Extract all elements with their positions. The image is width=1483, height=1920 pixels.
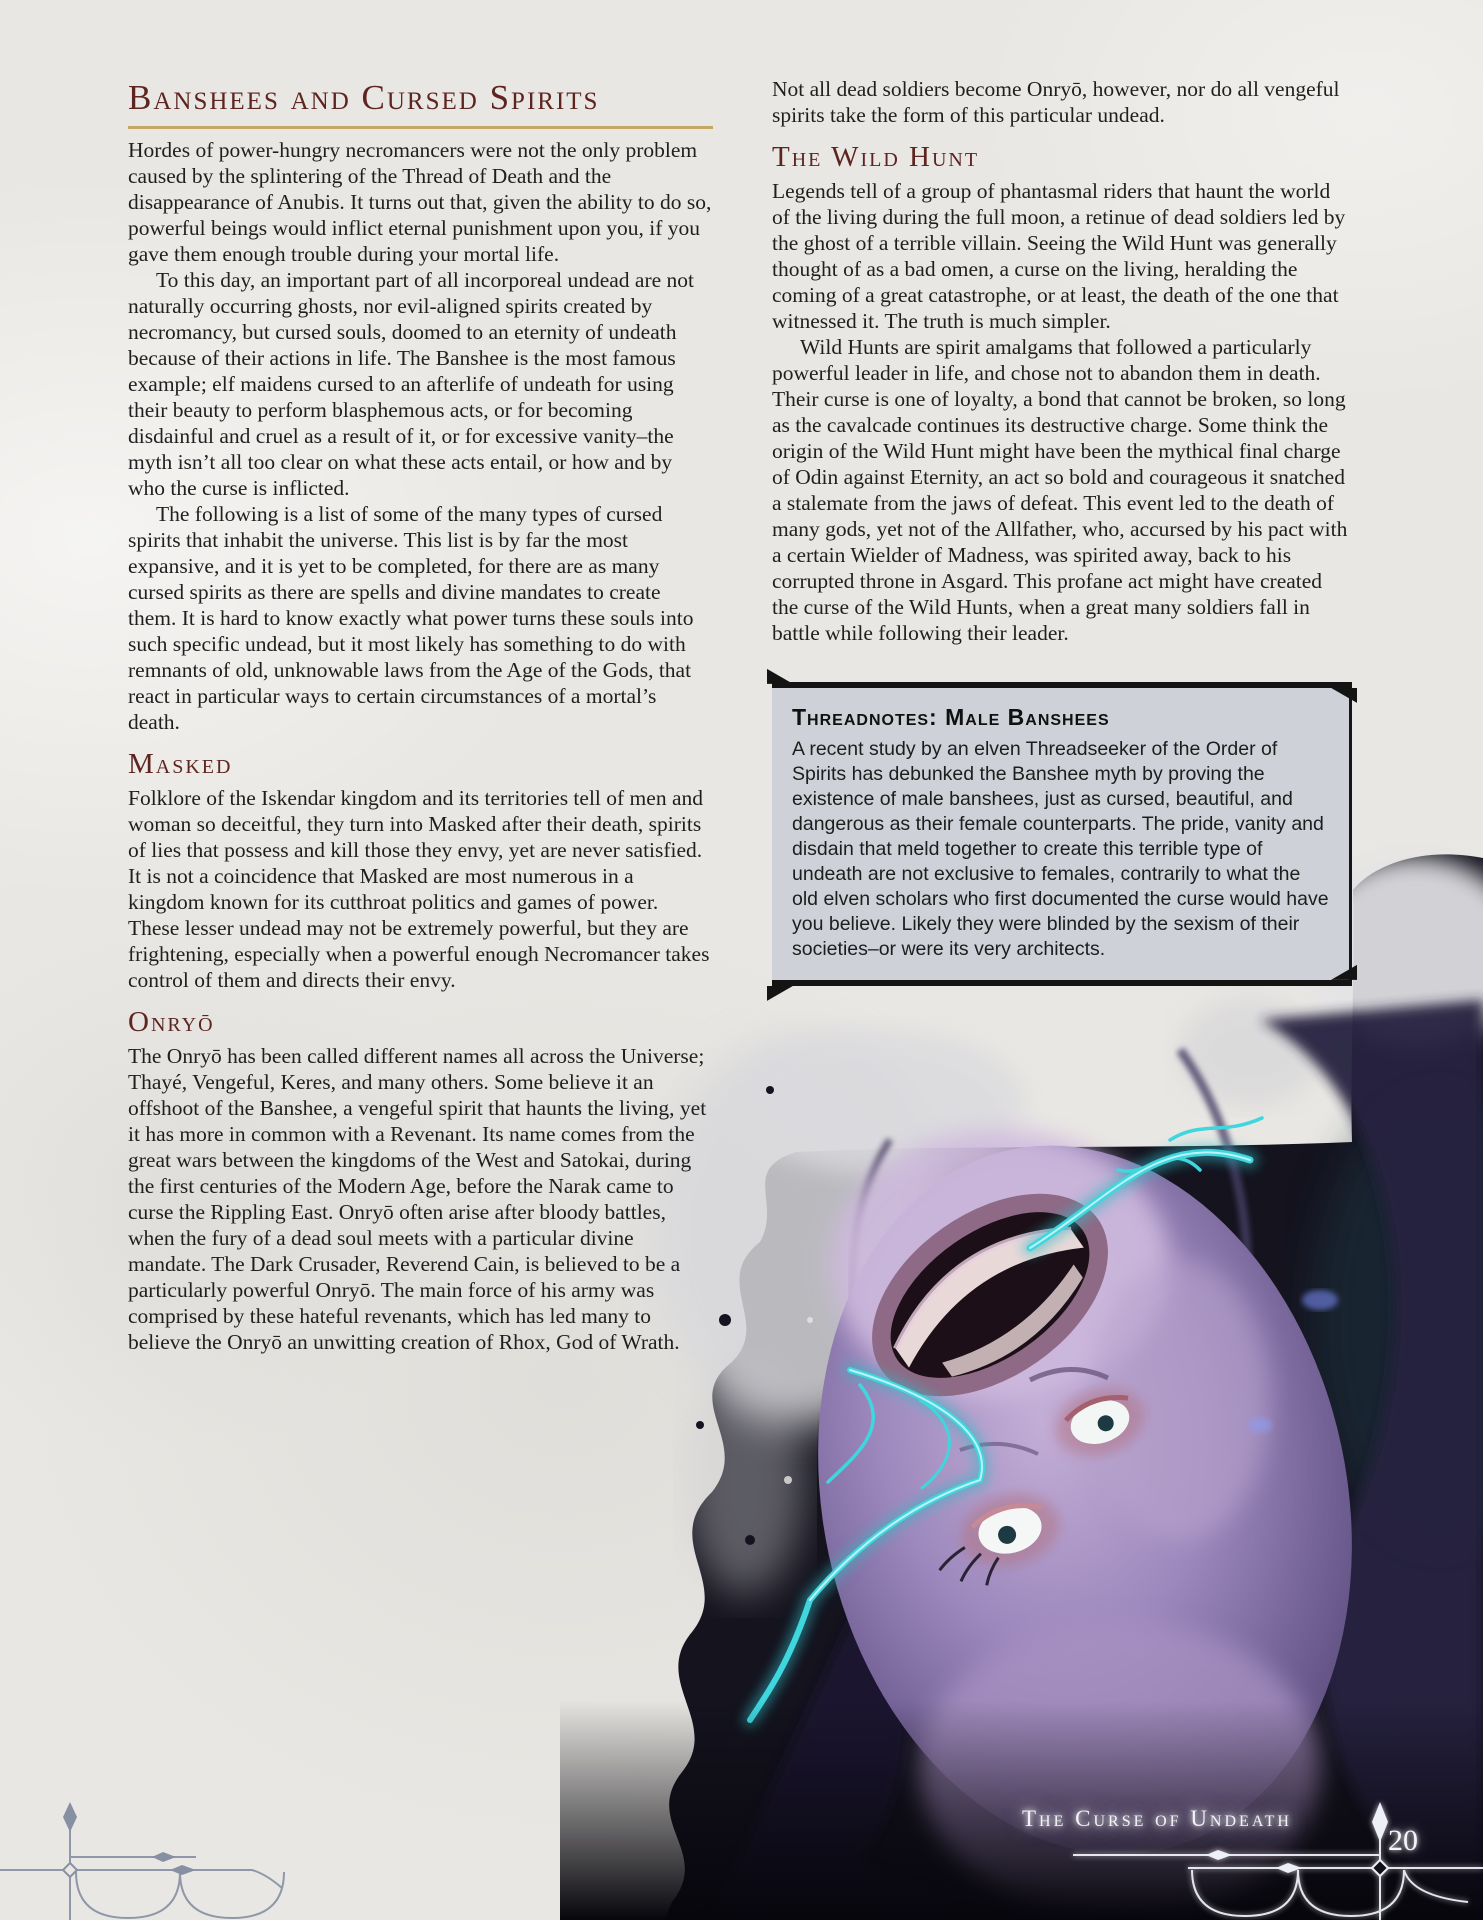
- section-heading-wild-hunt: The Wild Hunt: [772, 141, 980, 173]
- page-number: 20: [1388, 1824, 1418, 1857]
- body-paragraph: Not all dead soldiers become Onryō, however, nor do all vengeful spirits take the form of this particular undead.: [772, 77, 1340, 127]
- note-title: Threadnotes: Male Banshees: [792, 703, 1110, 730]
- note-body: [772, 688, 1352, 980]
- body-paragraph: The Onryō has been called different names all across the Universe; Thayé, Vengeful, Keres, and many others. Some believe it an offshoot of the Banshee, a vengeful spirit that haunts the living, yet it has more in common with a Revenant. Its name comes from the great wars between the kingdoms of the West and Satokai, during the first centuries of the Modern Age, before the Narak came to curse the Rippling East. Onryō often arise after bloody battles, when the fury of a dead soul meets with a particular divine mandate. The Dark Crusader, Reverend Cain, is believed to be a particularly powerful Onryō. The main force of his army was comprised by these hateful revenants, which has led many to believe the Onryō an unwitting creation of Rhox, God of Wrath.: [128, 1044, 707, 1355]
- left-column: [128, 78, 713, 1355]
- footer-running-title: The Curse of Undeath: [1022, 1806, 1292, 1831]
- page-title: Banshees and Cursed Spirits: [128, 78, 713, 129]
- right-column: [772, 76, 1352, 986]
- body-paragraph: The following is a list of some of the many types of cursed spirits that inhabit the universe. This list is by far the most expansive, and it is yet to be completed, for there are as many cursed spirits as there are spells and divine mandates to create them. It is hard to know exactly what power turns these souls into such specific undead, but it most likely has something to do with remnants of old, unknowable laws from the Age of the Gods, that react in particular ways to certain circumstances of a mortal’s death.: [128, 502, 694, 735]
- note-corner-wedge: [767, 669, 793, 684]
- body-paragraph: To this day, an important part of all incorporeal undead are not naturally occurring ghosts, nor evil-aligned spirits created by necromancy, but cursed souls, doomed to an eternity of undeath because of their actions in life. The Banshee is the most famous example; elf maidens cursed to an afterlife of undeath for using their beauty to perform blasphemous acts, or for becoming disdainful and cruel as a result of it, or for excessive vanity–the myth isn’t all too clear on what these acts entail, or how and by who the curse is inflicted.: [128, 268, 695, 501]
- note-bottom-bar: [772, 980, 1352, 986]
- body-paragraph: Hordes of power-hungry necromancers were not the only problem caused by the splintering of the Thread of Death and the disappearance of Anubis. It turns out that, given the ability to do so, powerful beings would inflict eternal punishment upon you, if you gave them enough trouble during your mortal life.: [128, 138, 712, 267]
- body-paragraph: Wild Hunts are spirit amalgams that followed a particularly powerful leader in life, and chose not to abandon them in death. Their curse is one of loyalty, a bond that cannot be broken, so long as the cavalcade continues its destructive charge. Some think the origin of the Wild Hunt might have been the mythical final charge of Odin against Eternity, an act so bold and courageous it snatched a stalemate from the jaws of defeat. This event led to the death of many gods, yet not of the Allfather, who, accursed by his pact with a certain Wielder of Madness, was spirited away, back to his corrupted throne in Asgard. This profane act might have created the curse of the Wild Hunts, when a great many soldiers fall in battle while following their leader.: [772, 334, 1348, 645]
- footer-flourish-left: [0, 1800, 300, 1920]
- threadnotes-sidebar: [772, 682, 1352, 986]
- section-heading-onryo: Onryō: [128, 1006, 215, 1039]
- note-top-bar: [772, 682, 1352, 688]
- section-heading-masked: Masked: [128, 748, 233, 781]
- body-paragraph: Legends tell of a group of phantasmal riders that haunt the world of the living during the full moon, a retinue of dead soldiers led by the ghost of a terrible villain. Seeing the Wild Hunt was generally thought of as a bad omen, a curse on the living, heralding the coming of a great catastrophe, or at least, the death of the one that witnessed it. The truth is much simpler.: [772, 178, 1346, 333]
- note-text: A recent study by an elven Threadseeker of the Order of Spirits has debunked the Banshee myth by proving the existence of male banshees, just as cursed, beautiful, and dangerous as their female counterparts. The pride, vanity and disdain that meld together to create this terrible type of undeath are not exclusive to females, contrarily to what the old elven scholars who first documented the curse would have you believe. Likely they were blinded by the sexism of their societies–or were its very architects.: [792, 737, 1329, 960]
- body-paragraph: Folklore of the Iskendar kingdom and its territories tell of men and woman so deceitful, they turn into Masked after their death, spirits of lies that possess and kill those they envy, yet are never satisfied. It is not a coincidence that Masked are most numerous in a kingdom known for its cutthroat politics and games of power. These lesser undead may not be extremely powerful, but they are frightening, especially when a powerful enough Necromancer takes control of them and directs their envy.: [128, 786, 710, 993]
